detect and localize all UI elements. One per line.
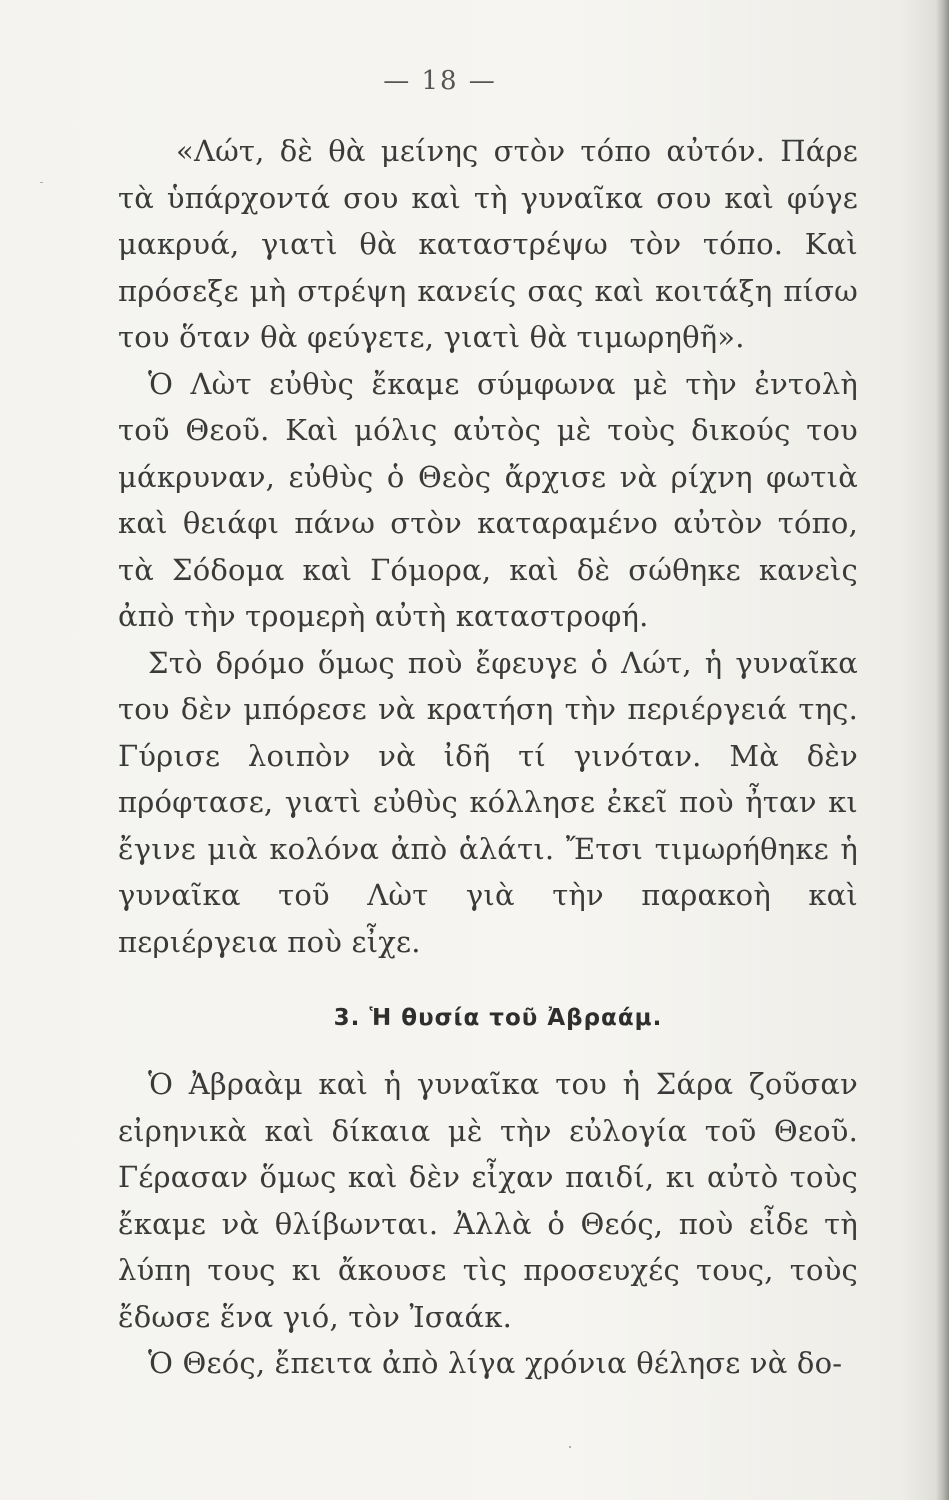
paragraph-god-test: Ὁ Θεός, ἔπειτα ἀπὸ λίγα χρόνια θέλησε νὰ δο-	[148, 1346, 843, 1380]
paragraph-lot-warning: «Λώτ, δὲ θὰ μείνης στὸν τόπο αὐτόν. Πάρε τὰ ὑπάρχοντά σου καὶ τὴ γυναῖκα σου καὶ φύγε μακρυά, γιατὶ θὰ καταστρέψω τὸν τόπο. Καὶ πρόσεξε μὴ στρέψη κανείς σας καὶ κοιτάξη πίσω του ὅταν θὰ φεύγετε, γιατὶ θὰ τιμωρηθῆ».	[118, 134, 858, 354]
paragraph-lots-wife: Στὸ δρόμο ὅμως ποὺ ἔφευγε ὁ Λώτ, ἡ γυναῖκα του δὲν μπόρεσε νὰ κρατήση τὴν περιέργειά της. Γύρισε λοιπὸν νὰ ἰδῆ τί γινόταν. Μὰ δὲν πρόφτασε, γιατὶ εὐθὺς κόλλησε ἐκεῖ ποὺ ἦταν κι ἔγινε μιὰ κολόνα ἀπὸ ἁλάτι. Ἔτσι τιμωρήθηκε ἡ γυναῖκα τοῦ Λὼτ γιὰ τὴν παρακοὴ καὶ περιέργεια ποὺ εἶχε.	[118, 645, 858, 959]
page-text-block	[118, 128, 858, 1387]
paper-speck	[569, 1446, 571, 1448]
section-heading: 3. Ἡ θυσία τοῦ Ἀβραάμ.	[333, 1005, 663, 1031]
paragraph-abraham-sarah: Ὁ Ἀβραὰμ καὶ ἡ γυναῖκα του ἡ Σάρα ζοῦσαν εἰρηνικὰ καὶ δίκαια μὲ τὴν εὐλογία τοῦ Θεοῦ. Γέρασαν ὅμως καὶ δὲν εἶχαν παιδί, κι αὐτὸ τοὺς ἔκαμε νὰ θλίβωνται. Ἀλλὰ ὁ Θεός, ποὺ εἶδε τὴ λύπη τους κι ἄκουσε τὶς προσευχές τους, τοὺς ἔδωσε ἕνα γιό, τὸν Ἰσαάκ.	[118, 1067, 858, 1334]
paper-speck	[40, 182, 43, 183]
paragraph-sodom-destruction: Ὁ Λὼτ εὐθὺς ἔκαμε σύμφωνα μὲ τὴν ἐντολὴ τοῦ Θεοῦ. Καὶ μόλις αὐτὸς μὲ τοὺς δικούς του μάκρυναν, εὐθὺς ὁ Θεὸς ἄρχισε νὰ ρίχνη φωτιὰ καὶ θειάφι πάνω στὸν καταραμένο αὐτὸν τόπο, τὰ Σόδομα καὶ Γόμορα, καὶ δὲ σώθηκε κανεὶς ἀπὸ τὴν τρομερὴ αὐτὴ καταστροφή.	[118, 366, 858, 633]
page-binding-edge	[935, 0, 949, 1500]
page-number: — 18 —	[383, 66, 497, 96]
